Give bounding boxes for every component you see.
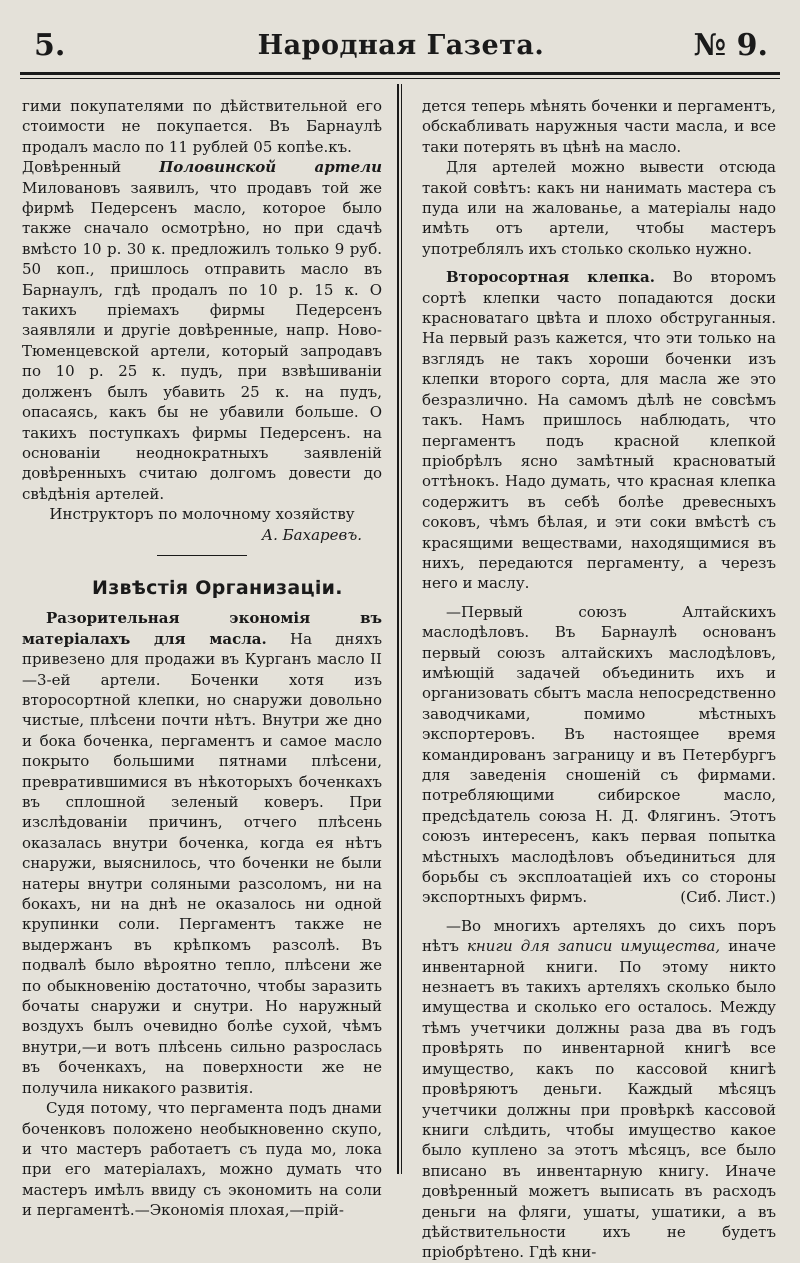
inventory-book-phrase: книги для записи имущества, bbox=[466, 937, 721, 956]
column-divider-inner bbox=[401, 84, 402, 1174]
artel-advice: Для артелей можно вывести отсюда такой совѣтъ: какъ ни нанимать мастера съ пуда или на жалованье, а матеріалы надо имѣть отъ артели, чтобы мастеръ употреблялъ ихъ столько сколько нужно. bbox=[422, 158, 776, 258]
page-header bbox=[20, 22, 782, 68]
economy-continuation: дется теперь мѣнять боченки и пергаментъ, обскабливать наружныя части масла, и все таки потерять въ цѣнѣ на масло. bbox=[422, 97, 776, 156]
artel-report-paragraph: Довѣренный Половинской артели Миловановъ заявилъ, что продавъ той же фирмѣ Педерсенъ масло, которое было также сначало осмотрѣно, но при сдачѣ вмѣсто 10 р. 30 к. предложилъ только 9 руб. 50 коп., пришлось отправить масло въ Барнаулъ, гдѣ продалъ по 10 р. 15 к. О такихъ пріемахъ фирмы Педерсенъ заявляли и другіе довѣренные, напр. Ново-Тюменцевской артели, который запродавъ по 10 р. 25 к. пудъ, при взвѣшиваніи долженъ былъ убавить 25 к. на пудъ, опасаясь, какъ бы не убавили больше. О такихъ поступкахъ фирмы Педерсенъ. на основаніи неоднократныхъ заявленій довѣренныхъ считаю долгомъ довести до свѣдѣнія артелей. bbox=[22, 158, 382, 503]
column-divider bbox=[397, 84, 399, 1174]
issue-number: № 9. bbox=[693, 28, 768, 63]
union-article: —Первый союзъ Алтайскихъ маслодѣловъ. Въ Барнаулѣ основанъ первый союзъ алтайскихъ маслодѣловъ, имѣющій задачей объединить ихъ и организовать сбытъ масла непосредственно заводчиками, помимо мѣстныхъ экспортеровъ. Въ настоящее время командированъ заграницу и въ Петербургъ для заведенія сношеній съ фирмами. потребляющими сибирское масло, предсѣдатель союза Н. Д. Флягинъ. Этотъ союзъ интересенъ, какъ первая попытка мѣстныхъ маслодѣловъ объединиться для борьбы съ эксплоатаціей ихъ со стороны экспортныхъ фирмъ. (Сиб. Лист.) bbox=[422, 602, 776, 907]
signature-name: А. Бахаревъ. bbox=[261, 525, 362, 544]
article-continuation: гими покупателями по дѣйствительной его стоимости не покупается. Въ Барнаулѣ продалъ масло по 11 рублей 05 копѣе.къ. bbox=[22, 97, 382, 156]
stave-article: Второсортная клепка. Во второмъ сортѣ клепки часто попадаются доски красноватаго цвѣта и плохо обструганныя. На первый разъ кажется, что эти только на взглядъ не такъ хороши боченки изъ клепки второго сорта, для масла же это безразлично. На самомъ дѣлѣ не совсѣмъ такъ. Намъ пришлось наблюдать, что пергаментъ подъ красной клепкой пріобрѣлъ ясно замѣтный красноватый оттѣнокъ. Надо думать, что красная клепка содержитъ въ себѣ болѣе древесныхъ соковъ, чѣмъ бѣлая, и эти соки вмѣстѣ съ красящими веществами, находящимися въ нихъ, передаются пергаменту, а черезъ него и маслу. bbox=[422, 268, 776, 593]
economy-conclusion: Судя потому, что пергамента подъ днами боченковъ положено необыкновенно скупо, и что мастеръ работаетъ съ пуда мо, лока при его матеріалахъ, можно думать что мастеръ имѣлъ ввиду съ экономить на соли и пергаментѣ.—Экономія плохая,—прій- bbox=[22, 1099, 382, 1220]
header-rule-thick bbox=[20, 72, 780, 75]
section-title: Извѣстія Организаціи. bbox=[92, 576, 343, 599]
artel-name: Половинской артели bbox=[159, 158, 382, 177]
right-column bbox=[422, 96, 776, 1263]
stave-article-heading: Второсортная клепка. bbox=[446, 268, 655, 287]
source-attribution: (Сиб. Лист.) bbox=[680, 888, 776, 907]
section-separator bbox=[157, 555, 247, 556]
page-number: 5. bbox=[34, 28, 66, 63]
header-rule-thin bbox=[20, 78, 780, 79]
signature-line: Инструкторъ по молочному хозяйству bbox=[49, 505, 355, 524]
economy-article-heading: Разорительная экономія въ матеріалахъ для масла. bbox=[22, 609, 382, 648]
economy-article: Разорительная экономія въ матеріалахъ для масла. На дняхъ привезено для продажи въ Курганъ масло II—3-ей артели. Боченки хотя изъ второсортной клепки, но снаружи довольно чистые, плѣсени почти нѣтъ. Внутри же дно и бока боченка, пергаментъ и самое масло покрыто большими пятнами плѣсени, превратившимися въ нѣкоторыхъ боченкахъ въ сплошной зеленый коверъ. При изслѣдованіи причинъ, отчего плѣсень оказалась внутри боченка, когда ея нѣтъ снаружи, выяснилось, что боченки не были натеры внутри соляными разсоломъ, ни на бокахъ, ни на днѣ не оказалось ни одной крупинки соли. Пергаментъ также не выдержанъ въ крѣпкомъ разсолѣ. Въ подвалѣ было вѣроятно тепло, плѣсени же по обыкновенію достаточно, чтобы заразить бочаты снаружи и снутри. Но наружный воздухъ былъ очевидно болѣе сухой, чѣмъ внутри,—и вотъ плѣсень сильно разрослась въ боченкахъ, на поверхности же не получила никакого развитія. bbox=[22, 609, 382, 1097]
left-column bbox=[22, 96, 382, 1221]
newspaper-title: Народная Газета. bbox=[257, 30, 545, 61]
inventory-article: —Во многихъ артеляхъ до сихъ поръ нѣтъ книги для записи имущества, иначе инвентарной книги. По этому никто незнаетъ въ такихъ артеляхъ сколько было имущества и сколько его осталось. Между тѣмъ учетчики должны раза два въ годъ провѣрять по инвентарной книгѣ все имущество, какъ по кассовой книгѣ провѣряютъ деньги. Каждый мѣсяцъ учетчики должны при провѣркѣ кассовой книги слѣдить, чтобы имущество какое было куплено за этотъ мѣсяцъ, все было вписано въ инвентарную книгу. Иначе довѣренный можетъ выписать въ расходъ деньги на фляги, ушаты, ушатики, а въ дѣйствительности ихъ не будетъ пріобрѣтено. Гдѣ кни- bbox=[422, 916, 777, 1262]
